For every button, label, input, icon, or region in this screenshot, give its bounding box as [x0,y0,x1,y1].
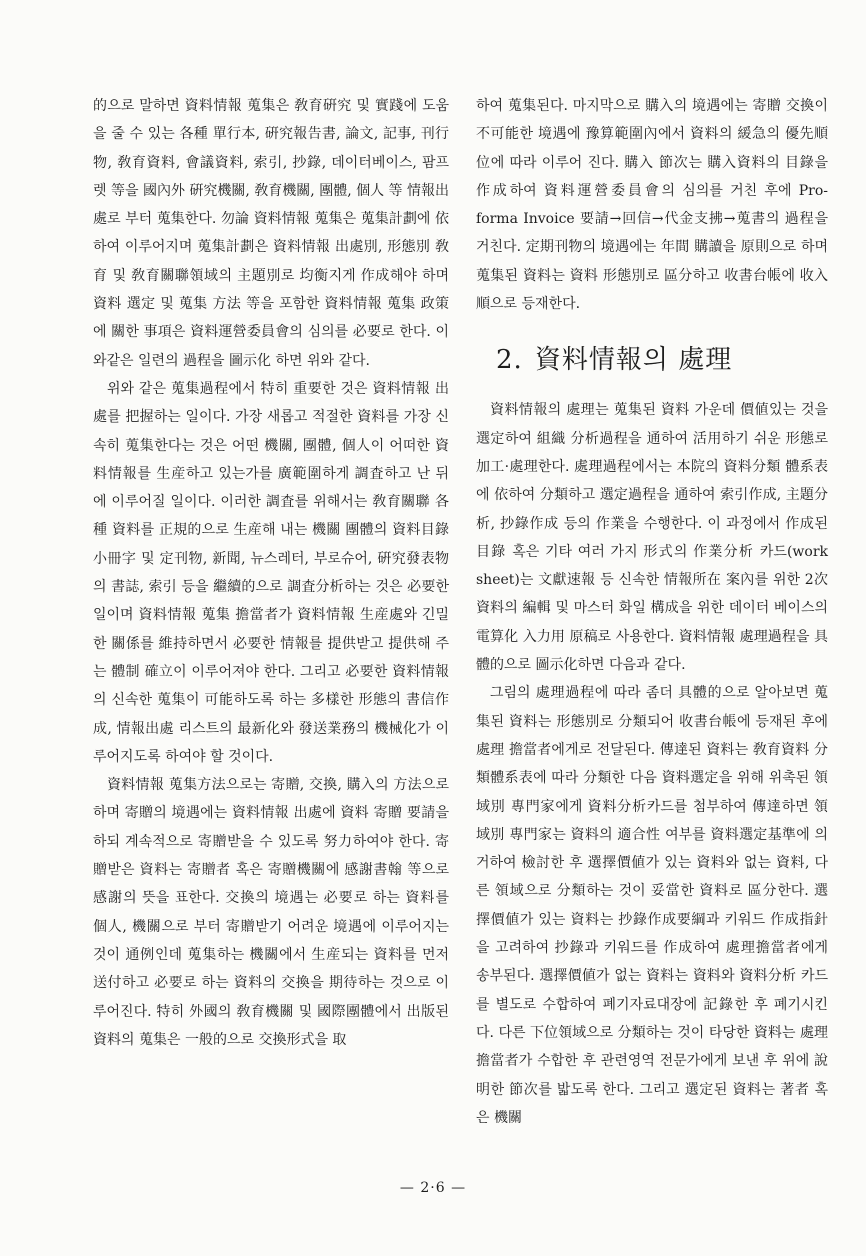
left-column [93,92,449,1054]
body-paragraph: 위와 같은 蒐集過程에서 特히 重要한 것은 資料情報 出處를 把握하는 일이다. 가장 새롭고 적절한 資料를 가장 신속히 蒐集한다는 것은 어떤 機關, 團體, 個人이 어떠한 資料情報를 生産하고 있는가를 廣範圍하게 調査하고 난 뒤에 이루어질 일이다. 이러한 調査를 위해서는 敎育關聯 各種 資料를 正規的으로 生産해 내는 機關 團體의 資料目錄 小冊字 및 定刊物, 新聞, 뉴스레터, 부로슈어, 硏究發表物의 書誌, 索引 등을 繼續的으로 調査分析하는 것은 必要한 일이며 資料情報 蒐集 擔當者가 資料情報 生産處와 긴밀한 關係를 維持하면서 必要한 情報를 提供받고 提供해 주는 體制 確立이 이루어져야 한다. 그리고 必要한 資料情報의 신속한 蒐集이 可能하도록 하는 多樣한 形態의 書信作成, 情報出處 리스트의 最新化와 發送業務의 機械化가 이루어지도록 하여야 할 것이다. [93,380,449,765]
body-paragraph: 하여 蒐集된다. 마지막으로 購入의 境遇에는 寄贈 交換이 不可能한 境遇에 豫算範圍內에서 資料의 緩急의 優先順位에 따라 이루어 진다. 購入 節次는 購入資料의 目錄을 作成하여 資料運營委員會의 심의를 거친 후에 Pro-forma Invoice 要請→回信→代金支拂→蒐書의 過程을 거친다. 定期刊物의 境遇에는 年間 購讀을 原則으로 하며 蒐集된 資料는 資料 形態別로 區分하고 收書台帳에 收入順으로 등재한다. [476,98,828,313]
section-heading [496,340,828,380]
section-title: 資料情報의 處理 [534,345,733,376]
right-column [476,92,828,1132]
page-number: — 2·6 — [399,1180,467,1196]
body-paragraph: 資料情報 蒐集方法으로는 寄贈, 交換, 購入의 方法으로 하며 寄贈의 境遇에는 資料情報 出處에 資料 寄贈 要請을 하되 계속적으로 寄贈받을 수 있도록 努力하여야 한다. 寄贈받은 資料는 寄贈者 혹은 寄贈機關에 感謝書翰 等으로 感謝의 뜻을 표한다. 交換의 境遇는 必要로 하는 資料를 個人, 機關으로 부터 寄贈받기 어려운 境遇에 이루어지는 것이 通例인데 蒐集하는 機關에서 生産되는 資料를 먼저 送付하고 必要로 하는 資料의 交換을 期待하는 것으로 이루어진다. 特히 外國의 敎育機關 및 國際團體에서 出版된 資料의 蒐集은 一般的으로 交換形式을 取 [93,777,449,1048]
body-paragraph: 的으로 말하면 資料情報 蒐集은 敎育硏究 및 實踐에 도움을 줄 수 있는 各種 單行本, 硏究報告書, 論文, 記事, 刊行物, 敎育資料, 會議資料, 索引, 抄錄, 데이터베이스, 팜프렛 等을 國內外 硏究機關, 敎育機關, 團體, 個人 等 情報出處로 부터 蒐集한다. 勿論 資料情報 蒐集은 蒐集計劃에 依하여 이루어지며 蒐集計劃은 資料情報 出處別, 形態別 敎育 및 敎育關聯領域의 主題別로 均衡지게 作成해야 하며 資料 選定 및 蒐集 方法 等을 포함한 資料情報 蒐集 政策에 關한 事項은 資料運營委員會의 심의를 必要로 한다. 이와같은 일련의 過程을 圖示化 하면 위와 같다. [93,98,449,369]
body-paragraph: 資料情報의 處理는 蒐集된 資料 가운데 價値있는 것을 選定하여 組織 分析過程을 通하여 活用하기 쉬운 形態로 加工·處理한다. 處理過程에서는 本院의 資料分類 體系表에 依하여 分類하고 選定過程을 通하여 索引作成, 主題分析, 抄錄作成 등의 作業을 수행한다. 이 과정에서 作成된 目錄 혹은 기타 여러 가지 形式의 作業分析 카드(work sheet)는 文獻速報 등 신속한 情報所在 案內를 위한 2次 資料의 編輯 및 마스터 화일 構成을 위한 데이터 베이스의 電算化 入力用 原稿로 사용한다. 資料情報 處理過程을 具體的으로 圖示化하면 다음과 같다. [476,402,828,674]
body-paragraph: 그림의 處理過程에 따라 좀더 具體的으로 알아보면 蒐集된 資料는 形態別로 分類되어 收書台帳에 등재된 후에 處理 擔當者에게로 전달된다. 傳達된 資料는 敎育資料 分類體系表에 따라 分類한 다음 資料選定을 위해 위촉된 領域別 專門家에게 資料分析카드를 첨부하여 傳達하면 領域別 專門家는 資料의 適合性 여부를 資料選定基準에 의거하여 檢討한 후 選擇價値가 있는 資料와 없는 資料, 다른 領域으로 分類하는 것이 妥當한 資料로 區分한다. 選擇價値가 있는 資料는 抄錄作成要綱과 키워드 作成指針을 고려하여 抄錄과 키워드를 作成하여 處理擔當者에게 송부된다. 選擇價値가 없는 資料는 資料와 資料分析 카드를 별도로 수합하여 폐기자료대장에 記錄한 후 폐기시킨다. 다른 下位領域으로 分類하는 것이 타당한 資料는 處理擔當者가 수합한 후 관련영역 전문가에게 보낸 후 위에 說明한 節次를 밟도록 한다. 그리고 選定된 資料는 著者 혹은 機關 [476,685,828,1126]
section-number: 2. [496,345,523,376]
